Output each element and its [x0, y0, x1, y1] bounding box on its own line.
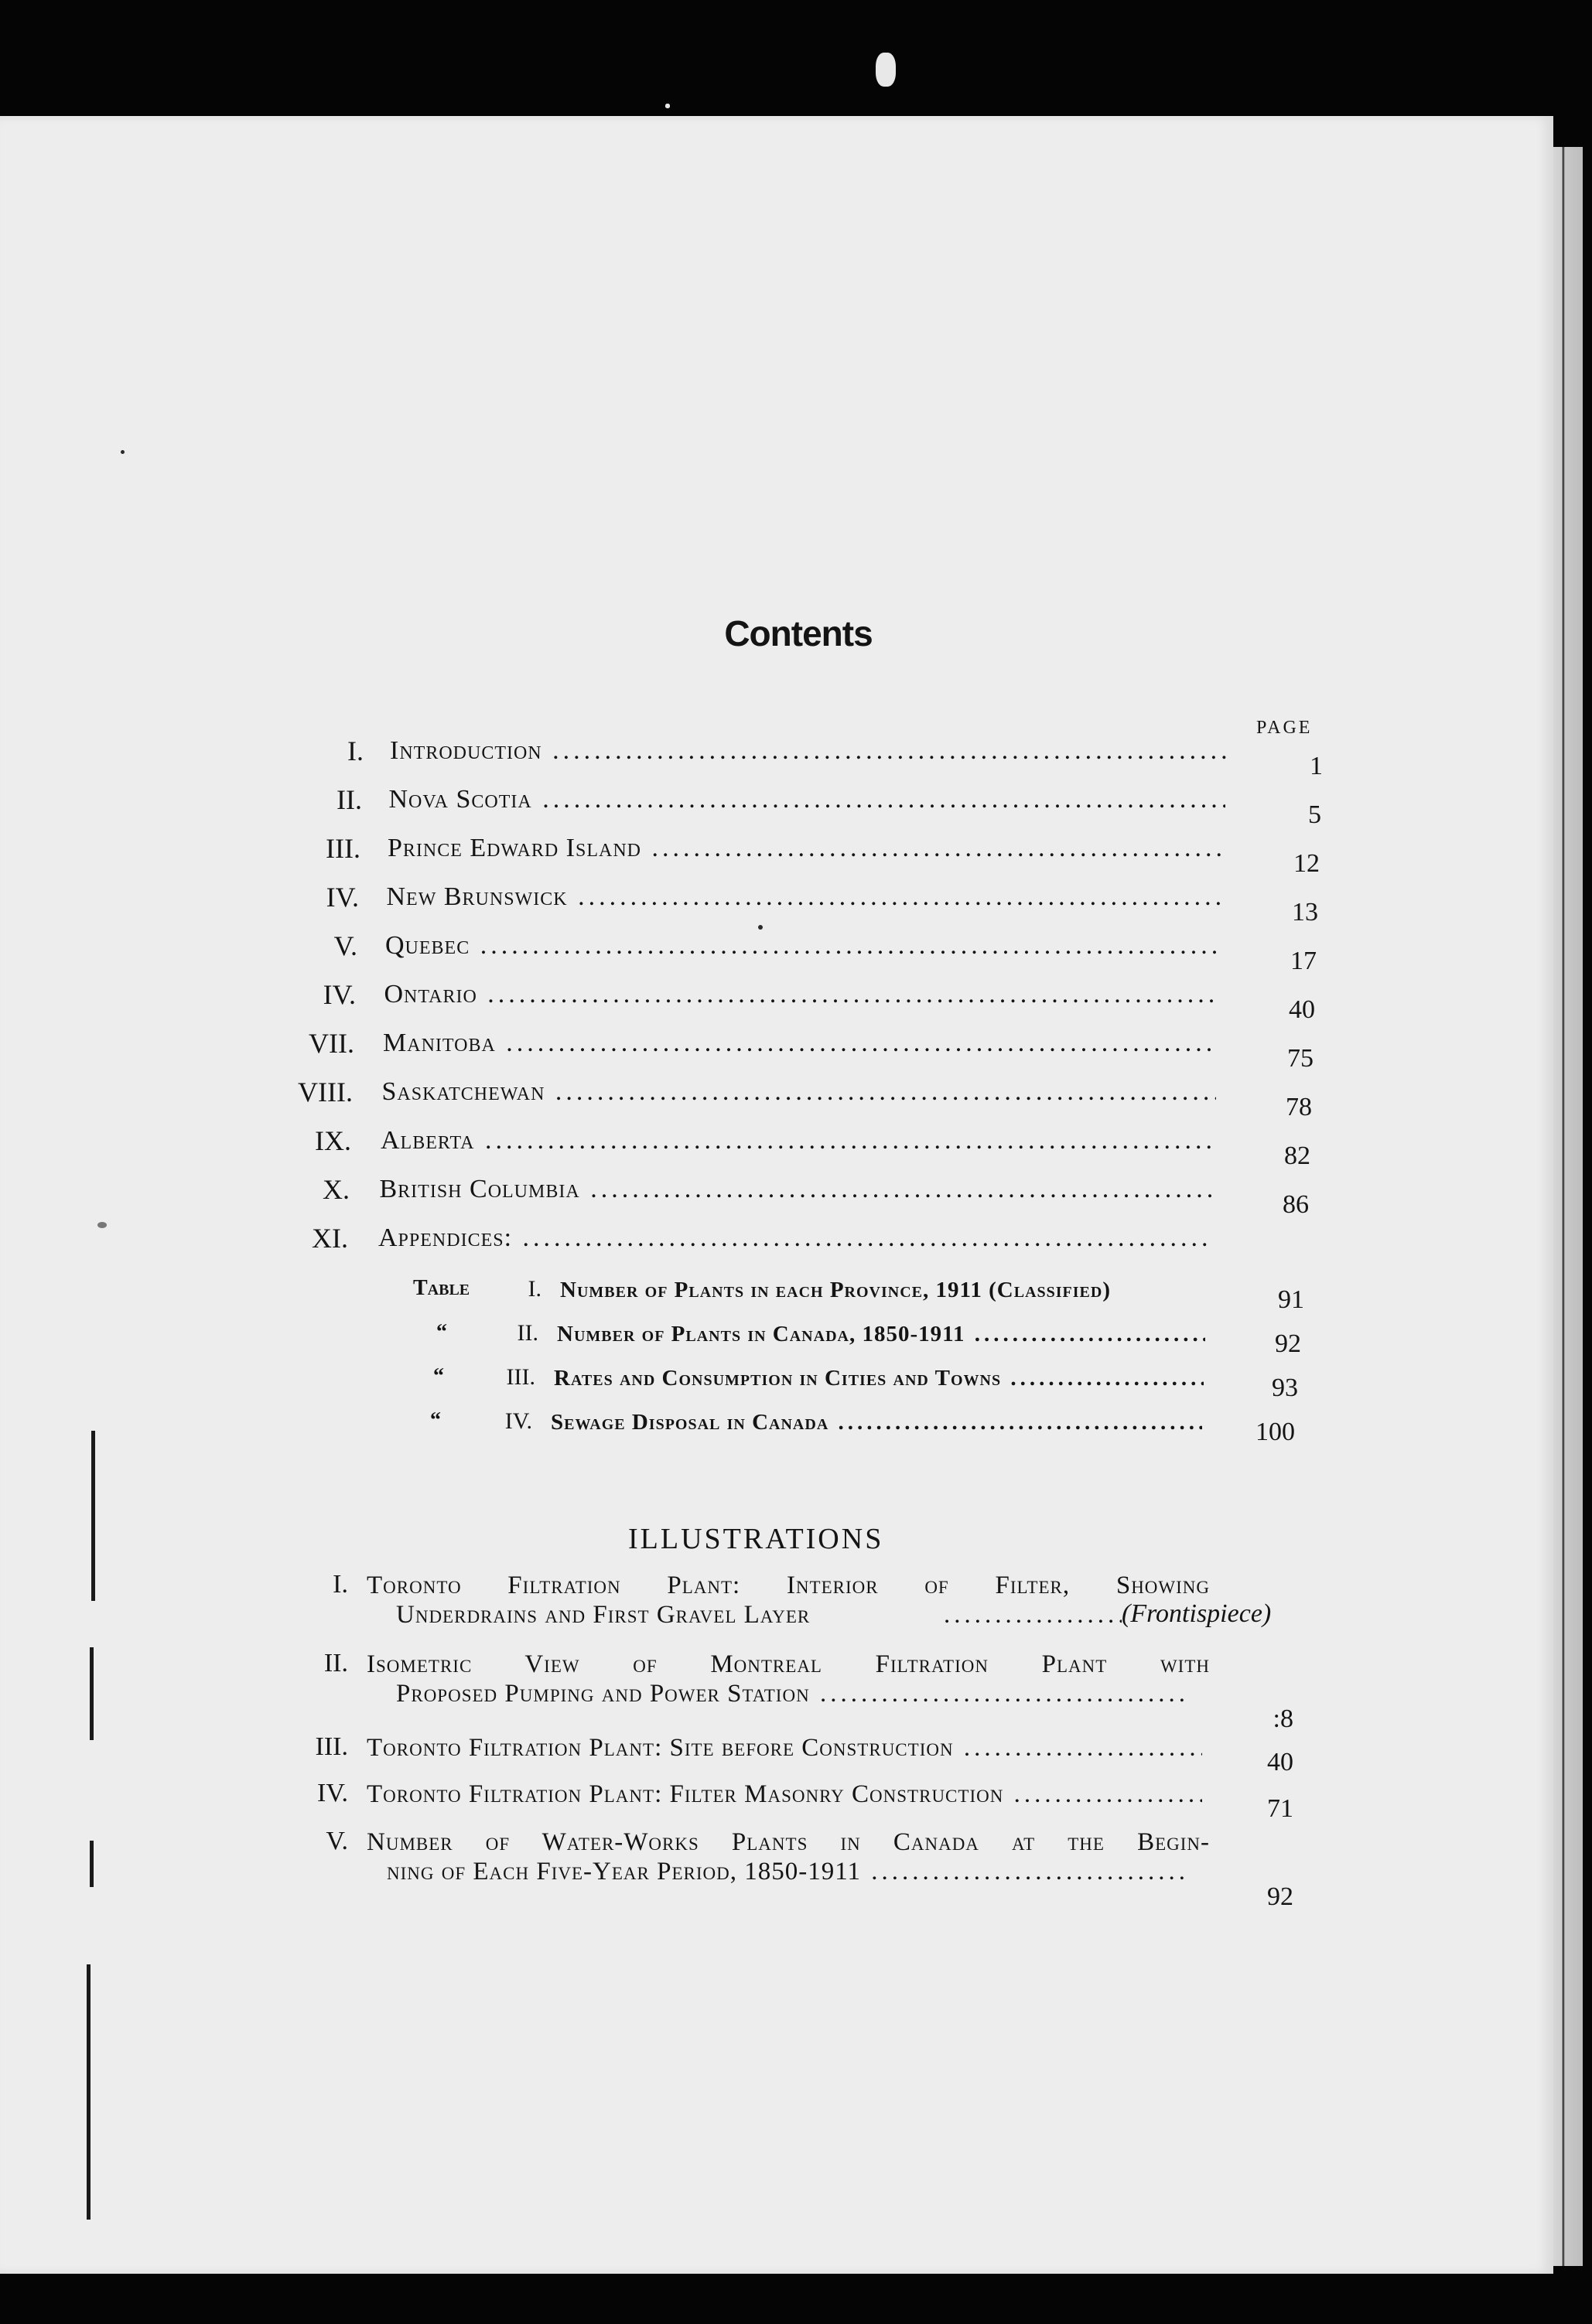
illustration-caption-line: Toronto Filtration Plant: Filter Masonry Construction .....: [367, 1780, 1202, 1809]
chapter-number: V.: [333, 930, 357, 961]
table-number: III.: [506, 1364, 535, 1390]
table-page: 91: [1278, 1285, 1304, 1314]
table-title: Number of Plants in Canada, 1850-1911 .....: [557, 1322, 1205, 1347]
binding-mark: [90, 1647, 94, 1740]
binding-mark: [87, 1964, 91, 2220]
illustration-number: IV.: [317, 1779, 348, 1807]
illustration-note: (Frontispiece): [1122, 1599, 1272, 1628]
chapter-title: Appendices: .....: [378, 1223, 1211, 1253]
chapter-number: IV.: [323, 979, 356, 1010]
table-prefix: “: [433, 1364, 444, 1388]
leader-dots: [944, 1601, 1122, 1630]
chapter-page: 12: [1293, 849, 1320, 878]
chapter-title: Nova Scotia .....: [389, 785, 1226, 814]
speck: [97, 1222, 107, 1228]
chapter-page: 13: [1292, 898, 1318, 927]
chapter-number: II.: [337, 784, 362, 815]
chapter-page: 75: [1287, 1044, 1314, 1073]
binding-mark: [91, 1431, 95, 1601]
illustration-number: II.: [323, 1649, 348, 1677]
illustration-caption-line: Isometric View of Montreal Filtration Plant with: [367, 1650, 1210, 1678]
table-page: 93: [1272, 1374, 1298, 1402]
table-prefix: Table: [413, 1276, 470, 1300]
chapter-number: X.: [323, 1174, 350, 1205]
chapter-page: 82: [1284, 1142, 1310, 1170]
illustration-caption-line: Number of Water-Works Plants in Canada at the Begin-: [367, 1828, 1210, 1856]
chapter-number: XI.: [312, 1223, 348, 1254]
chapter-number: III.: [326, 833, 360, 864]
chapter-title: British Columbia .....: [380, 1175, 1214, 1204]
illustration-page: :8: [1273, 1705, 1293, 1733]
table-title: Number of Plants in each Province, 1911 (Classified): [560, 1278, 1111, 1302]
table-number: IV.: [504, 1408, 532, 1434]
speck: [758, 925, 763, 930]
page-edge: [1553, 147, 1583, 2266]
table-page: 92: [1275, 1329, 1301, 1358]
chapter-page: 1: [1310, 752, 1323, 780]
chapter-title: Introduction .....: [390, 736, 1227, 766]
chapter-title: Saskatchewan .....: [382, 1077, 1217, 1107]
speck: [121, 450, 125, 454]
chapter-page: 86: [1283, 1190, 1309, 1219]
illustration-page: 71: [1267, 1794, 1293, 1823]
chapter-title: New Brunswick .....: [387, 882, 1223, 912]
table-title: Rates and Consumption in Cities and Towns .....: [554, 1366, 1204, 1391]
chapter-number: I.: [347, 735, 364, 766]
illustration-caption-line: Proposed Pumping and Power Station .....: [396, 1680, 1190, 1708]
chapter-title: Prince Edward Island .....: [388, 834, 1224, 863]
scan-artifact: [876, 53, 896, 87]
table-title: Sewage Disposal in Canada .....: [551, 1410, 1202, 1435]
scan-artifact: [665, 104, 670, 108]
chapter-title: Manitoba .....: [383, 1029, 1218, 1058]
chapter-page: 78: [1286, 1093, 1312, 1121]
illustration-number: I.: [333, 1570, 348, 1599]
illustration-number: III.: [315, 1732, 348, 1761]
chapter-title: Alberta .....: [381, 1126, 1214, 1155]
table-number: I.: [528, 1276, 541, 1302]
table-prefix: “: [436, 1320, 447, 1344]
chapter-number: VIII.: [298, 1077, 353, 1107]
chapter-title: Ontario .....: [384, 980, 1220, 1009]
chapter-number: IX.: [315, 1125, 351, 1156]
illustration-caption-line: Toronto Filtration Plant: Site before Construction .....: [367, 1734, 1202, 1763]
illustration-number: V.: [326, 1827, 348, 1855]
document-page: [0, 116, 1553, 2274]
chapter-number: IV.: [326, 882, 359, 913]
illustration-caption-line: Toronto Filtration Plant: Interior of Filter, Showing: [367, 1572, 1210, 1599]
illustration-page: 92: [1267, 1882, 1293, 1911]
chapter-page: 5: [1308, 800, 1321, 829]
page-column-label: PAGE: [1256, 718, 1313, 738]
table-page: 100: [1255, 1418, 1295, 1446]
chapter-page: 17: [1290, 947, 1317, 975]
illustrations-heading: ILLUSTRATIONS: [628, 1523, 884, 1555]
table-prefix: “: [430, 1408, 441, 1432]
chapter-number: VII.: [309, 1028, 354, 1059]
table-number: II.: [517, 1320, 538, 1346]
illustration-page: 40: [1267, 1748, 1293, 1776]
chapter-page: 40: [1289, 995, 1315, 1024]
illustration-caption-line: ning of Each Five-Year Period, 1850-1911 .....: [387, 1858, 1190, 1886]
chapter-title: Quebec .....: [385, 931, 1221, 961]
illustration-caption-line: Underdrains and First Gravel Layer: [396, 1601, 811, 1629]
binding-mark: [90, 1841, 94, 1887]
page-title: Contents: [724, 613, 873, 654]
